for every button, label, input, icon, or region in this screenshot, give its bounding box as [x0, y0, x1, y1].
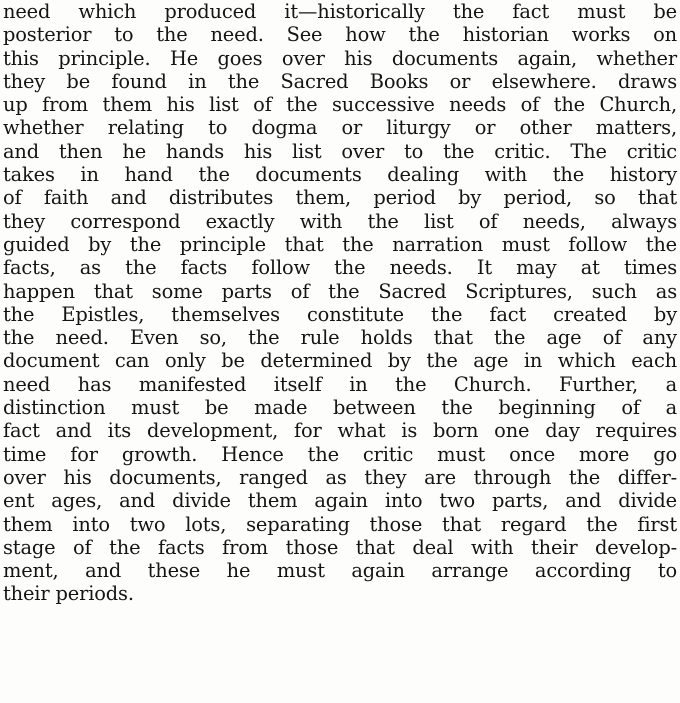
text-line: guided by the principle that the narration must follow the: [3, 232, 677, 256]
text-line: fact and its development, for what is born one day requires: [3, 419, 677, 443]
text-line: they be found in the Sacred Books or elsewhere. draws: [3, 69, 677, 93]
text-line: time for growth. Hence the critic must once more go: [3, 442, 677, 466]
text-line: ent ages, and divide them again into two parts, and divide: [3, 489, 677, 513]
text-line: facts, as the facts follow the needs. It may at times: [3, 256, 677, 280]
text-line: happen that some parts of the Sacred Scriptures, such as: [3, 279, 677, 303]
text-line: the Epistles, themselves constitute the fact created by: [3, 302, 677, 326]
text-line: this principle. He goes over his documents again, whether: [3, 46, 677, 70]
text-line: takes in hand the documents dealing with the history: [3, 163, 677, 187]
text-line: need which produced it—historically the fact must be: [3, 0, 677, 23]
text-line: and then he hands his list over to the critic. The critic: [3, 139, 677, 163]
text-line: document can only be determined by the age in which each: [3, 349, 677, 373]
text-line: over his documents, ranged as they are through the differ-: [3, 465, 677, 489]
text-line: ment, and these he must again arrange according to: [3, 559, 677, 583]
text-line: their periods.: [3, 582, 134, 606]
text-line: the need. Even so, the rule holds that the age of any: [3, 326, 677, 350]
text-line: posterior to the need. See how the historian works on: [3, 23, 677, 47]
text-line: they correspond exactly with the list of needs, always: [3, 209, 677, 233]
text-line: stage of the facts from those that deal with their develop-: [3, 535, 677, 559]
text-line: need has manifested itself in the Church. Further, a: [3, 372, 677, 396]
text-line: them into two lots, separating those that regard the first: [3, 512, 677, 536]
body-paragraph: [3, 0, 677, 606]
text-line: distinction must be made between the beginning of a: [3, 396, 677, 420]
text-line: up from them his list of the successive needs of the Church,: [3, 93, 677, 117]
text-line: of faith and distributes them, period by period, so that: [3, 186, 677, 210]
text-line: whether relating to dogma or liturgy or other matters,: [3, 116, 677, 140]
